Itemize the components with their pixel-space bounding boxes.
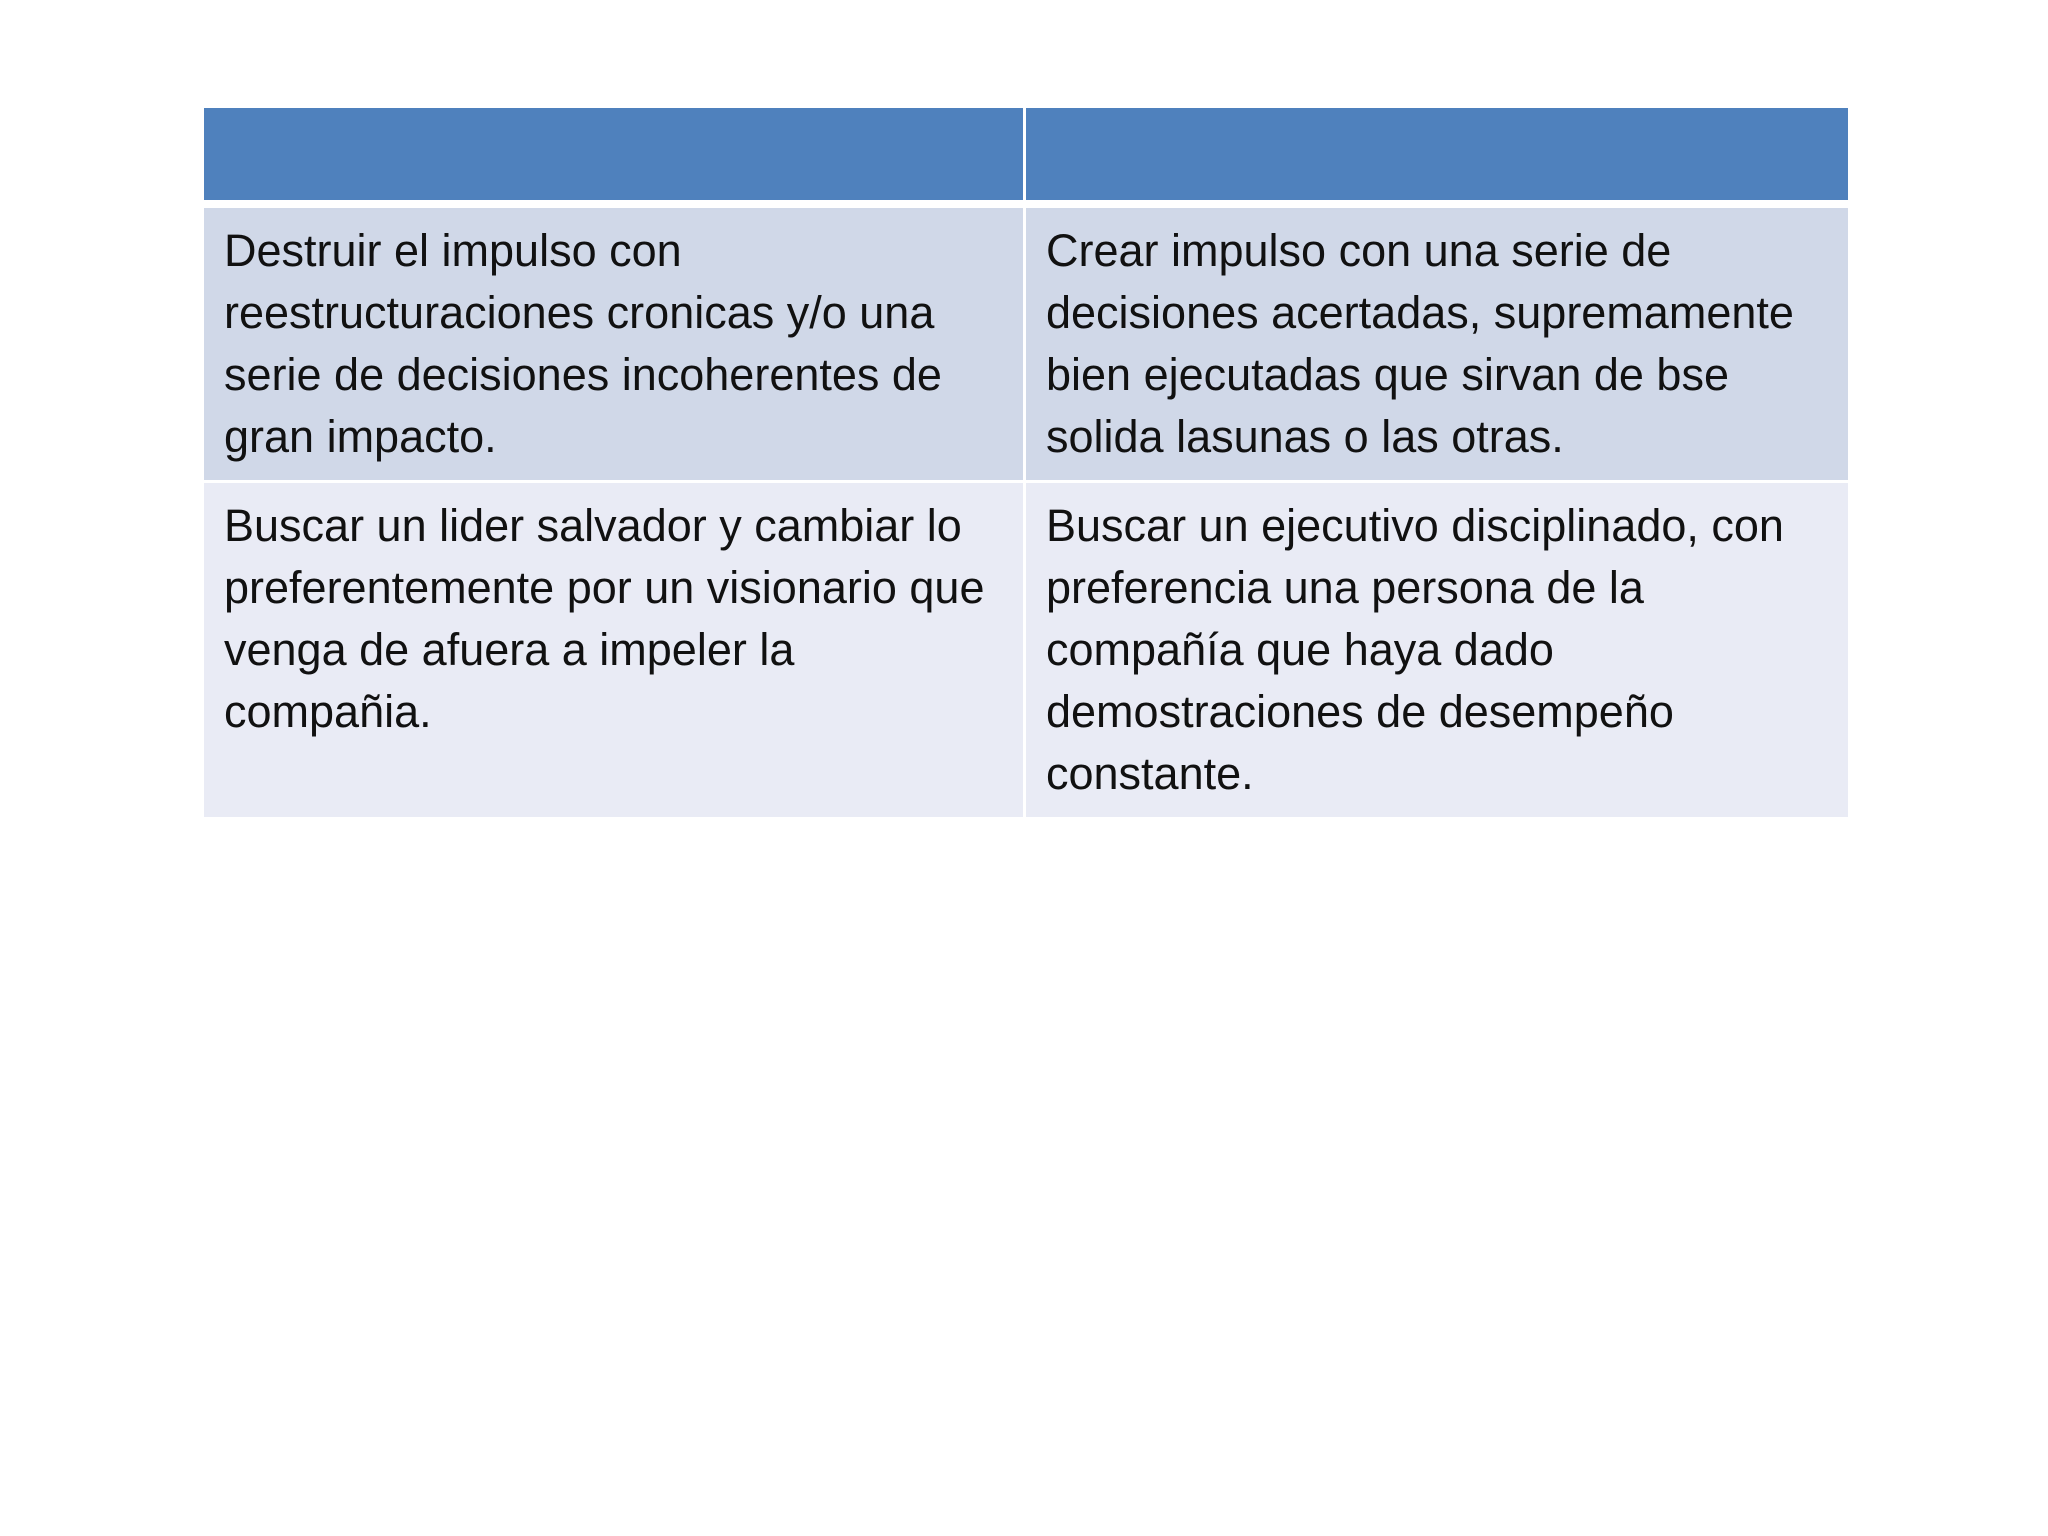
comparison-table: [204, 108, 1848, 820]
table-row: [204, 483, 1848, 820]
table-header-right: [1026, 108, 1848, 208]
table-cell-right: Crear impulso con una serie de decisiones acertadas, supremamente bien ejecutadas que sirvan de bse solida lasunas o las otras.: [1026, 208, 1848, 483]
table-cell-right: Buscar un ejecutivo disciplinado, con preferencia una persona de la compañía que haya dado demostraciones de desempeño constante.: [1026, 483, 1848, 820]
table-header-left: [204, 108, 1026, 208]
table-header-row: [204, 108, 1848, 208]
table-cell-left: Buscar un lider salvador y cambiar lo preferentemente por un visionario que venga de afuera a impeler la compañia.: [204, 483, 1026, 820]
table-cell-left: Destruir el impulso con reestructuraciones cronicas y/o una serie de decisiones incoherentes de gran impacto.: [204, 208, 1026, 483]
table-row: [204, 208, 1848, 483]
